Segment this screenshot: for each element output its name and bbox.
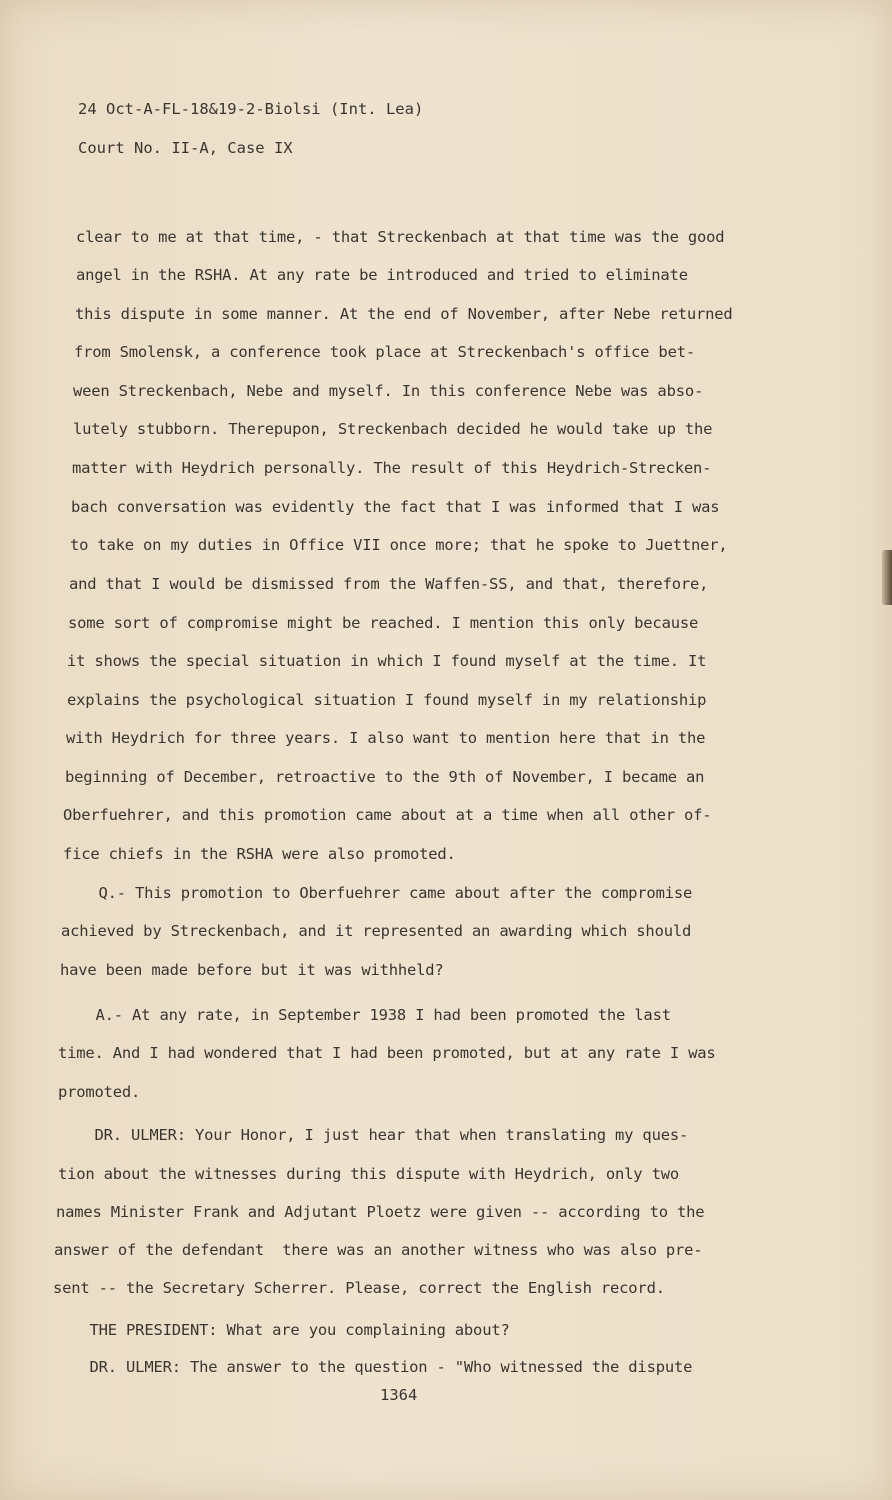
text-line: DR. ULMER: Your Honor, I just hear that when translating my ques- [58,1126,689,1144]
text-line: THE PRESIDENT: What are you complaining about? [53,1321,510,1339]
text-line: answer of the defendant there was an another witness who was also pre- [54,1241,703,1259]
text-line: and that I would be dismissed from the Waffen-SS, and that, therefore, [69,575,709,593]
text-line: Q.- This promotion to Oberfuehrer came about after the compromise [62,884,693,902]
text-line: have been made before but it was withheld? [60,961,444,979]
text-line: explains the psychological situation I found myself in my relationship [67,691,707,709]
text-line: it shows the special situation in which I found myself at the time. It [67,652,707,670]
text-line: sent -- the Secretary Scherrer. Please, correct the English record. [53,1279,665,1297]
text-line: lutely stubborn. Therepupon, Streckenbach decided he would take up the [73,420,713,438]
text-line: tion about the witnesses during this dispute with Heydrich, only two [58,1165,679,1183]
binder-tab [882,550,892,605]
text-line: with Heydrich for three years. I also want to mention here that in the [66,729,706,747]
text-line: DR. ULMER: The answer to the question - "Who witnessed the dispute [53,1358,693,1376]
text-line: achieved by Streckenbach, and it represented an awarding which should [61,922,692,940]
text-line: clear to me at that time, - that Streckenbach at that time was the good [76,228,725,246]
header-court: Court No. II-A, Case IX [78,139,293,157]
text-line: bach conversation was evidently the fact that I was informed that I was [71,498,720,516]
text-line: matter with Heydrich personally. The result of this Heydrich-Strecken- [72,459,712,477]
document-header [78,98,423,176]
text-line: beginning of December, retroactive to the 9th of November, I became an [65,768,705,786]
text-line: names Minister Frank and Adjutant Ploetz were given -- according to the [56,1203,705,1221]
text-line: time. And I had wondered that I had been promoted, but at any rate I was [58,1044,716,1062]
text-line: fice chiefs in the RSHA were also promoted. [63,845,456,863]
text-line: Oberfuehrer, and this promotion came about at a time when all other of- [63,806,712,824]
text-line: from Smolensk, a conference took place at Streckenbach's office bet- [74,343,695,361]
page-number: 1364 [380,1386,418,1404]
header-reference: 24 Oct-A-FL-18&19-2-Biolsi (Int. Lea) [78,100,424,118]
text-line: this dispute in some manner. At the end of November, after Nebe returned [75,305,733,323]
text-line: ween Streckenbach, Nebe and myself. In this conference Nebe was abso- [73,382,704,400]
text-line: some sort of compromise might be reached. I mention this only because [68,614,699,632]
text-line: promoted. [58,1083,141,1101]
text-line: angel in the RSHA. At any rate be introduced and tried to eliminate [76,266,688,284]
text-line: to take on my duties in Office VII once more; that he spoke to Juettner, [70,536,728,554]
text-line: A.- At any rate, in September 1938 I had been promoted the last [59,1006,671,1024]
